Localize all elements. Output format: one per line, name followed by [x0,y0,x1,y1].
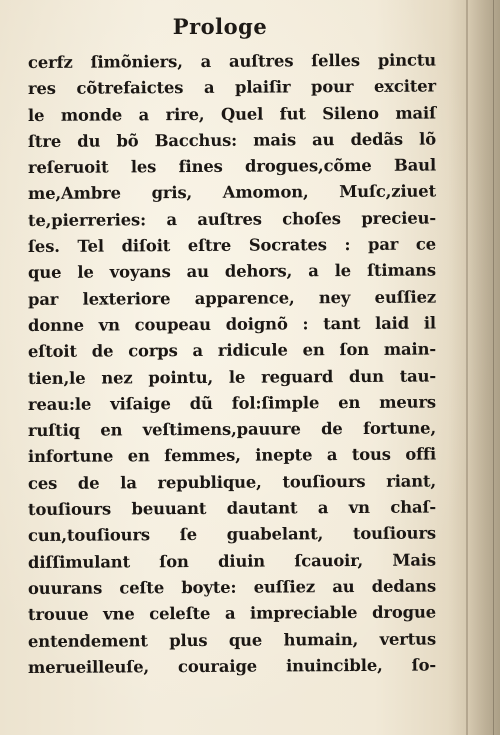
text-line: cerfz ſimõniers, a auſtres ſelles pinctu [27,50,437,72]
text-line: merueilleuſe, couraige inuincible, ſo- [27,655,437,677]
text-line: ſes. Tel diſoit eſtre Socrates : par ce [27,234,437,257]
text-line: reau:le viſaige dũ fol:ſimple en meurs [27,392,437,414]
text-line: entendement plus que humain, vertus [27,629,437,651]
text-line: me,Ambre gris, Amomon, Muſc,ziuet [27,181,437,204]
text-line: par lexteriore apparence, ney euſſiez [27,287,437,309]
text-line: tien,le nez pointu, le reguard dun tau- [27,366,437,388]
text-line: eſtoit de corps a ridicule en ſon main- [27,339,437,362]
running-head: Prologe [172,14,268,39]
text-line: ces de la republique, touſiours riant, [27,471,437,493]
text-line: trouue vne celeſte a impreciable drogue [27,602,437,625]
text-line: cun,touſiours ſe guabelant, touſiours [27,523,437,546]
text-line: diſſimulant ſon diuin ſcauoir, Mais [27,550,437,572]
adjacent-page-edge [493,0,494,735]
text-line: reſeruoit les fines drogues,cõme Baul [27,155,437,178]
text-line: res cõtrefaictes a plaiſir pour exciter [27,76,437,99]
text-line: le monde a rire, Quel fut Sileno maiſ [27,103,437,125]
text-line: infortune en femmes, inepte a tous offi [27,444,437,467]
text-line: que le voyans au dehors, a le ſtimans [27,260,437,283]
gutter-fold-line [466,0,468,735]
text-line: ſtre du bõ Bacchus: mais au dedãs lõ [27,129,437,151]
text-block [28,50,436,681]
text-line: donne vn coupeau doignõ : tant laid il [27,313,437,335]
text-line: ruſtiq en veſtimens,pauure de fortune, [27,418,437,441]
text-line: ouurans ceſte boyte: euſſiez au dedans [27,576,437,598]
text-line: te,pierreries: a auſtres choſes precieu- [27,208,437,230]
text-line: touſiours beuuant dautant a vn chaſ- [27,497,437,520]
